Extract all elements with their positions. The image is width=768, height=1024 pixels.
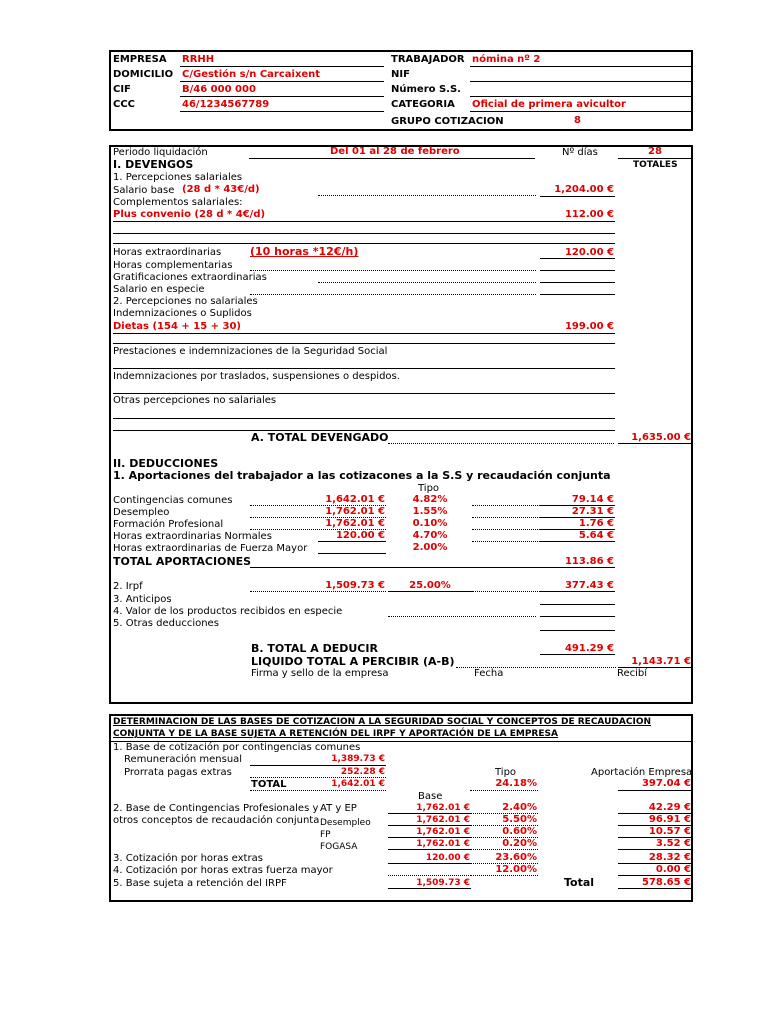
bases-prorrata: 252.28 € [340, 767, 385, 777]
horas-extra-label: Horas extraordinarias [113, 247, 222, 258]
bases-hx-aport: 28.32 € [648, 852, 691, 863]
cp-row-base: 1,762.01 € [416, 815, 470, 825]
cp-row-aport: 10.57 € [648, 826, 691, 837]
deduccion-importe: 79.14 € [571, 494, 614, 505]
domicilio-value: C/Gestión s/n Carcaixent [182, 69, 321, 80]
bases-cc-aport: 397.04 € [641, 778, 691, 789]
cp-row-base: 1,762.01 € [416, 827, 470, 837]
deduccion-label: Horas extraordinarias de Fuerza Mayor [113, 543, 308, 554]
salario-base-total: 1,204.00 € [554, 184, 614, 195]
nif-label: NIF [391, 69, 410, 80]
bases-hx-label: 3. Cotización por horas extras [113, 853, 263, 864]
irpf-tipo: 25.00% [409, 580, 451, 591]
periodo-value: Del 01 al 28 de febrero [330, 146, 460, 157]
percepciones-no-salariales: 2. Percepciones no salariales [113, 296, 258, 307]
salario-base-label: Salario base [113, 185, 175, 196]
dias-label: Nº días [562, 147, 598, 158]
grupo-label: GRUPO COTIZACION [391, 116, 504, 127]
deduccion-tipo: 1.55% [412, 506, 448, 517]
firma-label: Firma y sello de la empresa [251, 668, 389, 679]
dietas: Dietas (154 + 15 + 30) [113, 321, 242, 332]
bases-title-2: CONJUNTA Y DE LA BASE SUJETA A RETENCIÓN DEL IRPF Y APORTACIÓN DE LA EMPRESA [113, 729, 558, 739]
fecha-label: Fecha [474, 668, 504, 679]
prestaciones: Prestaciones e indemnizaciones de la Seguridad Social [113, 346, 388, 357]
bases-tipo-label: Tipo [495, 767, 517, 778]
deduccion-base: 1,642.01 € [325, 494, 385, 505]
bases-total-final-label: Total [564, 876, 595, 889]
otras-percepciones: Otras percepciones no salariales [113, 395, 277, 406]
cif-label: CIF [113, 84, 131, 95]
plus-convenio: Plus convenio (28 d * 4€/d) [113, 209, 266, 220]
bases-total-label: TOTAL [251, 779, 287, 790]
total-aportaciones: 113.86 € [564, 556, 614, 567]
deduccion-label: Horas extraordinarias Normales [113, 531, 272, 542]
cp-row-label: Desempleo [320, 818, 371, 828]
salario-especie: Salario en especie [113, 284, 205, 295]
deduccion-base: 1,762.01 € [325, 506, 385, 517]
trabajador-label: TRABAJADOR [391, 54, 465, 65]
cp-row-tipo: 5.50% [502, 814, 537, 825]
deduccion-base: 120.00 € [335, 530, 385, 541]
cp-row-aport: 96.91 € [648, 814, 691, 825]
bases-cp-label-2: otros conceptos de recaudación conjunta [113, 815, 320, 826]
dietas-total: 199.00 € [564, 321, 614, 332]
deduccion-tipo: 2.00% [412, 542, 448, 553]
bases-hfm-aport: 0.00 € [655, 864, 691, 875]
deducciones-title: II. DEDUCCIONES [113, 457, 219, 470]
cp-row-label: FP [320, 830, 331, 840]
ccc-label: CCC [113, 99, 136, 110]
liquido-label: LIQUIDO TOTAL A PERCIBIR (A-B) [251, 655, 455, 668]
deduccion-label: Desempleo [113, 507, 170, 518]
tipo-label: Tipo [418, 483, 440, 494]
total-devengado-label: A. TOTAL DEVENGADO [251, 431, 389, 444]
horas-extra-total: 120.00 € [564, 247, 614, 258]
salario-base-calc: (28 d * 43€/d) [182, 184, 260, 195]
bases-hfm-label: 4. Cotización por horas extras fuerza mayor [113, 865, 333, 876]
bases-total-final: 578.65 € [641, 877, 691, 888]
rule-line [540, 541, 615, 542]
deduccion-importe: 5.64 € [578, 530, 614, 541]
cp-row-tipo: 0.20% [502, 838, 537, 849]
recibi-label: Recibí [617, 668, 648, 679]
periodo-label: Periodo liquidación [113, 147, 208, 158]
categoria-value: Oficial de primera avicultor [472, 99, 626, 110]
cp-row-aport: 3.52 € [655, 838, 691, 849]
cp-row-base: 1,762.01 € [416, 803, 470, 813]
ccc-value: 46/1234567789 [182, 99, 270, 110]
cp-row-tipo: 0.60% [502, 826, 537, 837]
otras-deducciones: 5. Otras deducciones [113, 618, 219, 629]
total-deducir: 491.29 € [564, 643, 614, 654]
trabajador-value: nómina nº 2 [472, 54, 541, 65]
deduccion-base: 1,762.01 € [325, 518, 385, 529]
gratificaciones: Gratificaciones extraordinarias [113, 272, 267, 283]
rule-line [318, 541, 386, 542]
deduccion-label: Formación Profesional [113, 519, 224, 530]
deduccion-importe: 27.31 € [571, 506, 614, 517]
bases-irpf-label: 5. Base sujeta a retención del IRPF [113, 878, 287, 889]
indem-traslados: Indemnizaciones por traslados, suspensiones o despidos. [113, 371, 400, 382]
liquido-total: 1,143.71 € [631, 656, 691, 667]
bases-prorrata-label: Prorrata pagas extras [124, 767, 232, 778]
indemnizaciones-suplidos: Indemnizaciones o Suplidos [113, 308, 252, 319]
horas-extra-calc: (10 horas *12€/h) [250, 245, 359, 258]
horas-comp: Horas complementarias [113, 260, 233, 271]
categoria-label: CATEGORIA [391, 99, 455, 110]
empresa-value: RRHH [182, 54, 215, 65]
bases-hfm-tipo: 12.00% [495, 864, 537, 875]
cp-row-base: 1,762.01 € [416, 839, 470, 849]
bases-irpf-base: 1,509.73 € [416, 878, 470, 888]
anticipos: 3. Anticipos [113, 594, 172, 605]
rule-line [618, 849, 692, 850]
rule-line [470, 849, 538, 850]
totales-label: TOTALES [633, 160, 678, 170]
total-aportaciones-label: TOTAL APORTACIONES [113, 555, 252, 568]
cp-row-label: FOGASA [320, 842, 358, 852]
deduccion-tipo: 0.10% [412, 518, 448, 529]
cp-row-tipo: 2.40% [502, 802, 537, 813]
plus-convenio-total: 112.00 € [564, 209, 614, 220]
percepciones-salariales: 1. Percepciones salariales [113, 172, 243, 183]
rule-line [318, 553, 386, 554]
irpf-base: 1,509.73 € [325, 580, 385, 591]
aportaciones-title: 1. Aportaciones del trabajador a las cotizacones a la S.S y recaudación conjunta [113, 469, 611, 482]
irpf-label: 2. Irpf [113, 581, 143, 592]
irpf-importe: 377.43 € [564, 580, 614, 591]
complementos-label: Complementos salariales: [113, 197, 243, 208]
bases-hx-base: 120.00 € [425, 853, 470, 863]
total-deducir-label: B. TOTAL A DEDUCIR [251, 642, 378, 655]
deduccion-tipo: 4.70% [412, 530, 448, 541]
deduccion-tipo: 4.82% [412, 494, 448, 505]
cp-row-aport: 42.29 € [648, 802, 691, 813]
bases-rem: 1,389.73 € [331, 754, 385, 764]
bases-hx-tipo: 23.60% [495, 852, 537, 863]
cif-value: B/46 000 000 [182, 84, 256, 95]
bases-cc-label: 1. Base de cotización por contingencias comunes [113, 742, 361, 753]
deduccion-label: Contingencias comunes [113, 495, 233, 506]
bases-cc-tipo: 24.18% [495, 778, 537, 789]
bases-base-label: Base [418, 791, 443, 802]
devengos-title: I. DEVENGOS [113, 158, 194, 171]
deduccion-importe: 1.76 € [578, 518, 614, 529]
bases-cp-label-1: 2. Base de Contingencias Profesionales y [113, 803, 319, 814]
total-devengado: 1,635.00 € [631, 432, 691, 443]
cp-row-label: AT y EP [320, 803, 357, 814]
bases-title-1: DETERMINACION DE LAS BASES DE COTIZACION A LA SEGURIDAD SOCIAL Y CONCEPTOS DE RECAUDACION [113, 717, 651, 727]
domicilio-label: DOMICILIO [113, 69, 174, 80]
empresa-label: EMPRESA [113, 54, 167, 65]
bases-total: 1,642.01 € [331, 779, 385, 789]
bases-aportacion-label: Aportación Empresa [591, 767, 693, 778]
bases-rem-label: Remuneración mensual [124, 754, 243, 765]
grupo-value: 8 [574, 115, 581, 126]
numss-label: Número S.S. [391, 84, 461, 95]
valor-productos: 4. Valor de los productos recibidos en especie [113, 606, 343, 617]
rule-line [388, 849, 471, 850]
dias-value: 28 [648, 146, 662, 157]
